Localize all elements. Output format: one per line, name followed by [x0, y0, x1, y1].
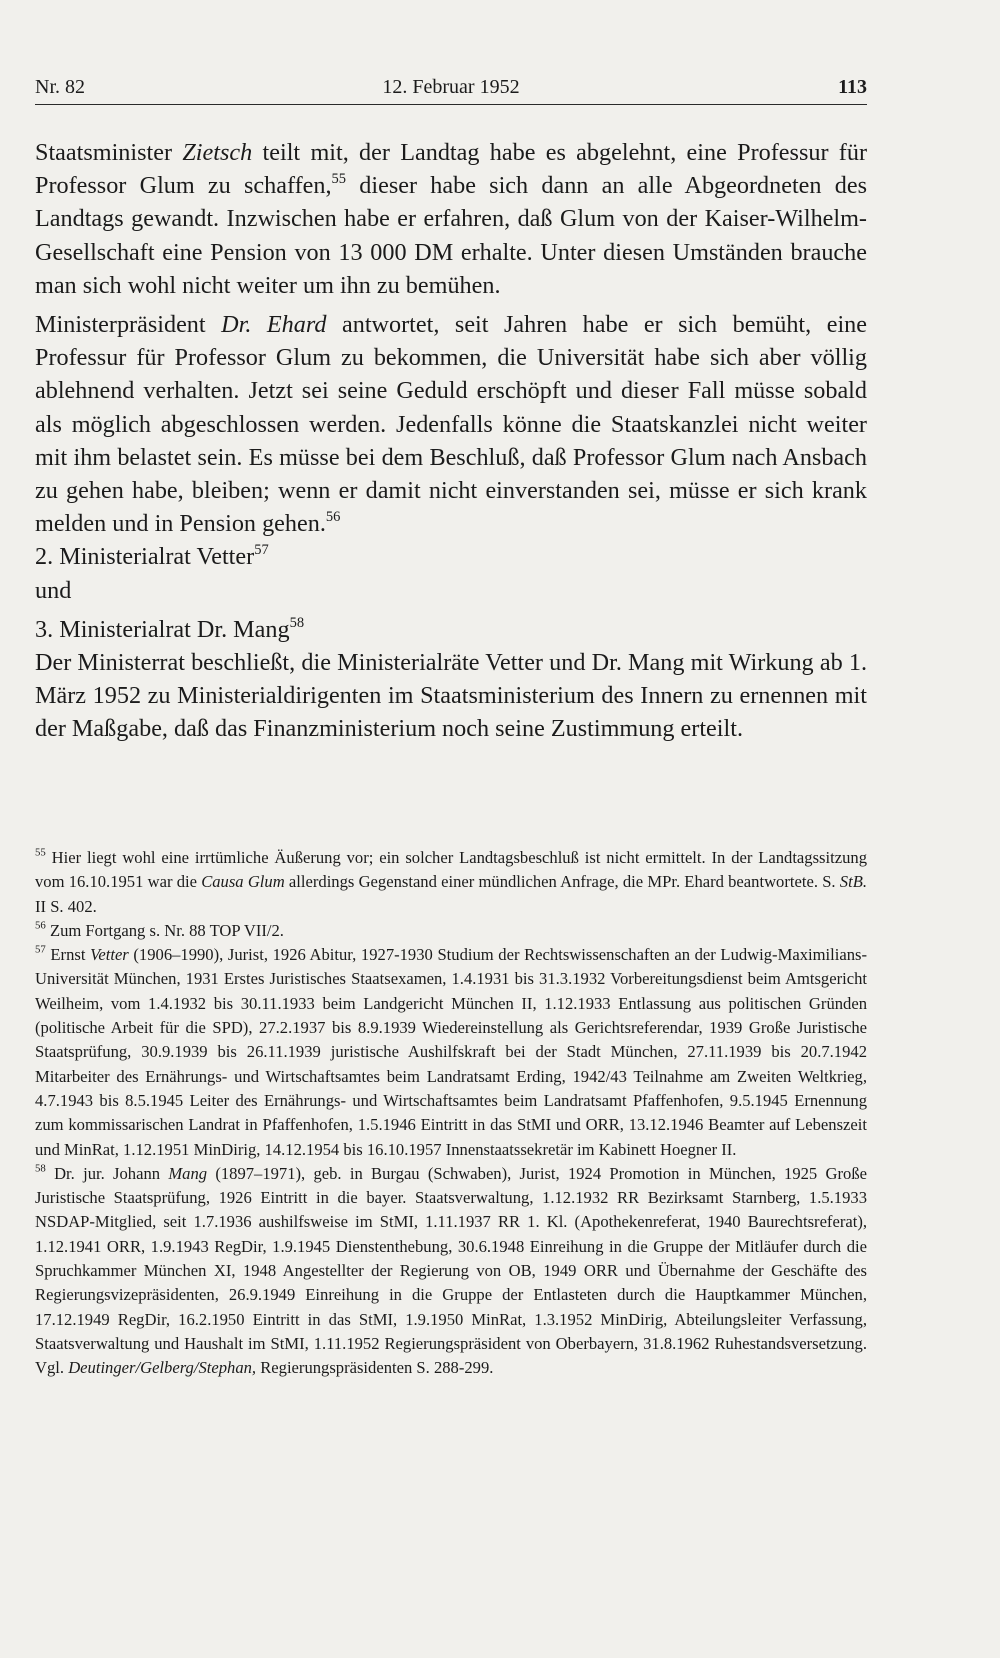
agenda-item-vetter: 2. Ministerialrat Vetter$^{57}$ [35, 542, 269, 571]
main-text [35, 136, 867, 746]
footnote-ref-56: 56 [325, 509, 341, 526]
conjunction-und: und [35, 576, 72, 604]
document-number: Nr. 82 [35, 76, 85, 98]
footnote-number: 56 [35, 919, 46, 932]
speaker-name: Zietsch [182, 139, 253, 166]
page-number: 113 [838, 76, 867, 98]
paragraph-zietsch: Staatsminister Zietsch teilt mit, der Landtag habe es abgelehnt, eine Professur für Professor Glum zu schaffen,$^{55}$ dieser habe sich dann an alle Abgeordneten des Landtags gewandt. Inzwischen habe er erfahren, daß Glum von der Kaiser-Wilhelm-Gesellschaft eine Pension von 13 000 DM erhalte. Unter diesen Umständen brauche man sich wohl nicht weiter um ihn zu bemühen. [35, 139, 868, 299]
footnote-number: 57 [35, 943, 46, 956]
footnote-ref-58: 58 [289, 614, 305, 631]
page-date: 12. Februar 1952 [382, 76, 520, 98]
footnote-58: $^{58}$ Dr. jur. Johann Mang (1897–1971), geb. in Burgau (Schwaben), Jurist, 1924 Promotion in München, 1925 Große Juristische Staatsprüfung, 1926 Eintritt in die bayer. Staatsverwaltung, 1.12.1932 RR Bezirksamt Starnberg, 1.5.1933 NSDAP-Mitglied, seit 1.7.1936 aushilfsweise im StMI, 1.11.1937 RR 1. Kl. (Apothekenreferat, 1940 Baurechtsreferat), 1.12.1941 ORR, 1.9.1943 RegDir, 1.9.1945 Dienstenthebung, 30.6.1948 Einreihung in die Gruppe der Mitläufer durch die Spruchkammer München XI, 1948 Angestellter der Regierung von OB, 1949 ORR und Übernahme der Geschäfte des Regierungsvizepräsidenten, 26.9.1949 Einreihung in die Gruppe der Entlasteten durch die Hauptkammer München, 17.12.1949 RegDir, 16.2.1950 Eintritt in das StMI, 1.9.1950 MinRat, 1.3.1952 MinDirig, Abteilungsleiter Verfassung, Staatsverwaltung und Haushalt im StMI, 1.11.1952 Regierungspräsident von Oberbayern, 31.8.1962 Ruhestandsversetzung. Vgl. Deutinger/Gelberg/Stephan, Regierungspräsidenten S. 288-299. [35, 1162, 867, 1378]
paragraph-decision: Der Ministerrat beschließt, die Ministerialräte Vetter und Dr. Mang mit Wirkung ab 1. März 1952 zu Ministerialdirigenten im Staatsministerium des Innern zu ernennen mit der Maßgabe, daß das Finanzministerium noch seine Zustimmung erteilt. [35, 649, 867, 743]
footnote-ref-57: 57 [254, 542, 269, 559]
footnotes [35, 846, 867, 1381]
speaker-name: Dr. Ehard [221, 311, 327, 339]
agenda-item-mang: 3. Ministerialrat Dr. Mang$^{58}$ [35, 614, 305, 643]
paragraph-ehard: Ministerpräsident Dr. Ehard antwortet, seit Jahren habe er sich bemüht, eine Professur für Professor Glum zu bekommen, die Universität habe sich aber völlig ablehnend verhalten. Jetzt sei seine Geduld erschöpft und dieser Fall müsse sobald als möglich abgeschlossen werden. Jedenfalls könne die Staatskanzlei nicht weiter mit ihm belastet sein. Es müsse bei dem Beschluß, daß Professor Glum nach Ansbach zu gehen habe, bleiben; wenn er damit nicht einverstanden sei, müsse er sich krank melden und in Pension gehen.$^{56}$ [35, 311, 867, 538]
page-header [35, 76, 867, 105]
footnote-55: $^{55}$ Hier liegt wohl eine irrtümliche Äußerung vor; ein solcher Landtagsbeschluß ist nicht ermittelt. In der Landtagssitzung vom 16.10.1951 war die Causa Glum allerdings Gegenstand einer mündlichen Anfrage, die MPr. Ehard beantwortete. S. StB. II S. 402. [35, 846, 867, 916]
footnote-56: $^{56}$ Zum Fortgang s. Nr. 88 TOP VII/2. [35, 919, 284, 940]
footnote-number: 55 [35, 846, 46, 859]
footnote-number: 58 [35, 1162, 46, 1175]
footnote-57: $^{57}$ Ernst Vetter (1906–1990), Jurist, 1926 Abitur, 1927-1930 Studium der Rechtswissenschaften an der Ludwig-Maximilians-Universität München, 1931 Erstes Juristisches Staatsexamen, 1.4.1931 bis 31.3.1932 Vorbereitungsdienst beim Amtsgericht Weilheim, vom 1.4.1932 bis 30.11.1933 beim Landgericht München II, 1.12.1933 Entlassung aus politischen Gründen (politische Arbeit für die SPD), 27.2.1937 bis 8.9.1939 Wiedereinstellung als Gerichtsreferendar, 1939 Große Juristische Staatsprüfung, 30.9.1939 bis 26.11.1939 juristische Aushilfskraft bei der Stadt München, 27.11.1939 bis 20.7.1942 Mitarbeiter des Ernährungs- und Wirtschaftsamtes beim Landratsamt Erding, 1942/43 Teilnahme am Zweiten Weltkrieg, 4.7.1943 bis 8.5.1945 Leiter des Ernährungs- und Wirtschaftsamtes beim Landratsamt Pfaffenhofen, 9.5.1945 Ernennung zum kommissarischen Landrat in Pfaffenhofen, 1.5.1946 Eintritt in das StMI und ORR, 13.12.1946 Beamter auf Lebenszeit und MinRat, 1.12.1951 MinDirig, 14.12.1954 bis 16.10.1957 Innenstaatssekretär im Kabinett Hoegner II. [35, 943, 867, 1159]
footnote-ref-55: 55 [331, 171, 347, 188]
